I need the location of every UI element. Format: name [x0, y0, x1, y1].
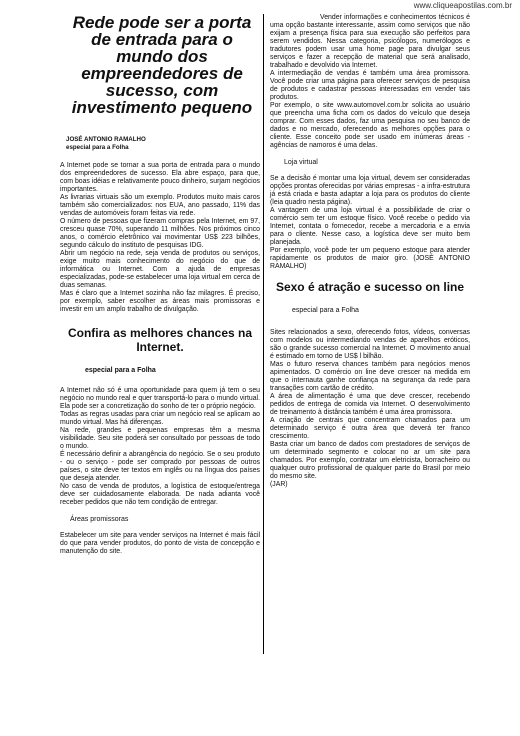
sub-byline: especial para a Folha [85, 367, 156, 374]
paragraph: Abrir um negócio na rede, seja venda de produtos ou serviços, exige muito mais conhecimento do negócio do que de informática ou Internet. Com a ajuda de empresas especializadas, pode-se estabelecer uma loja virtual em cerca de duas semanas. [60, 250, 260, 289]
byline-role: especial para a Folha [66, 144, 129, 151]
paragraph: A intermediação de vendas é também uma área promissora. Você pode criar uma página para oferecer serviços de pesquisa de produtos e cadastrar pessoas interessadas em vender tais produtos. [270, 70, 470, 101]
headline: Rede pode ser a porta de entrada para o mundo dos empreendedores de sucesso, com investimento pequeno [71, 13, 253, 117]
byline [66, 136, 260, 152]
paragraph: Por exemplo, o site www.automovel.com.br solicita ao usuário que preencha uma ficha com os dados do veículo que deseja comprar. Com esses dados, faz uma pesquisa no seu banco de dados e no mercado, oferecendo as melhores opções para o cliente. Esse conceito pode ser usado em inúmeras áreas - agências de namoros é uma delas. [270, 102, 470, 149]
paragraph: Na rede, grandes e pequenas empresas têm a mesma visibilidade. Seu site poderá ser consultado por pessoas de todo o mundo. [60, 427, 260, 450]
paragraph: Mas o futuro reserva chances também para negócios menos apimentados. O comércio on line deve crescer na medida em que o internauta ganhe confiança na segurança da rede para transações com cartão de crédito. [270, 361, 470, 392]
right-column [270, 14, 470, 489]
paragraph: Basta criar um banco de dados com prestadores de serviços de um determinado segmento e colocar no ar um site para chamados. Por exemplo, contratar um eletricista, borracheiro ou qualquer outro profissional de qualquer parte do Brasil por meio do mesmo site. [270, 441, 470, 480]
column-divider [263, 14, 264, 654]
paragraph: Mas é claro que a Internet sozinha não faz milagres. É preciso, por exemplo, saber escolher as áreas mais promissoras e investir em um amplo trabalho de divulgação. [60, 290, 260, 313]
paragraph: Sites relacionados a sexo, oferecendo fotos, vídeos, conversas com modelos ou intermediando vendas de aparelhos eróticos, são o grande sucesso comercial na Internet. O movimento anual é estimado em torno de US$ l bilhão. [270, 329, 470, 360]
site-url: www.cliqueapostilas.com.br [413, 1, 512, 10]
subhead: Sexo é atração e sucesso on line [275, 280, 465, 294]
sub-byline: especial para a Folha [292, 307, 359, 314]
left-column [60, 14, 260, 556]
paragraph: O número de pessoas que fizeram compras pela Internet, em 97, cresceu quase 70%, superando 11 milhões. Nos próximos cinco anos, o comércio eletrônico vai movimentar US$ 223 bilhões, segundo cálculo do instituto de pesquisas IDG. [60, 218, 260, 249]
paragraph: Todas as regras usadas para criar um negócio real se aplicam ao mundo virtual. Mas há diferenças. [60, 411, 260, 426]
paragraph: A Internet não só é uma oportunidade para quem já tem o seu negócio no mundo real e quer transportá-lo para o mundo virtual. Ela pode ser a concretização do sonho de ter o próprio negócio. [60, 387, 260, 410]
section-label: Áreas promissoras [70, 516, 129, 523]
paragraph: É necessário definir a abrangência do negócio. Se o seu produto - ou o serviço - pode ser comprado por pessoas de outros países, o site deve ter textos em inglês ou na língua dos países que deseja atender. [60, 451, 260, 482]
section-label: Loja virtual [284, 159, 318, 166]
paragraph: A área de alimentação é uma que deve crescer, recebendo pedidos de entrega de comida via Internet. O desenvolvimento de treinamento à distância também é uma área promissora. [270, 393, 470, 416]
paragraph: No caso de venda de produtos, a logística de estoque/entrega deve ser cuidadosamente elaborada. De nada adianta você receber pedidos que não tem condição de entregar. [60, 483, 260, 506]
paragraph: (JAR) [270, 481, 288, 488]
paragraph: As livrarias virtuais são um exemplo. Produtos muito mais caros também são comercializados: nos EUA, ano passado, 11% das vendas de automóveis foram feitas via rede. [60, 194, 260, 217]
paragraph: A Internet pode se tornar a sua porta de entrada para o mundo dos empreendedores de sucesso. Ela abre espaço, para que, com boas idéias e relativamente pouco dinheiro, surjam negócios importantes. [60, 162, 260, 193]
paragraph: A criação de centrais que concentram chamados para um determinado serviço é outra área que deverá ter franco crescimento. [270, 417, 470, 440]
paragraph: A vantagem de uma loja virtual é a possibilidade de criar o comércio sem ter um estoque físico. Você recebe o pedido via Internet, contata o fornecedor, recebe a mercadoria e a envia para o cliente. Nesse caso, a logística deve ser muito bem planejada. [270, 207, 470, 246]
paragraph: Se a decisão é montar uma loja virtual, devem ser consideradas opções prontas oferecidas por várias empresas - a infra-estrutura já está criada e basta adaptar a loja para os produtos do cliente (leia quadro nesta página). [270, 175, 470, 206]
byline-author: JOSÉ ANTONIO RAMALHO [66, 136, 146, 143]
paragraph: Por exemplo, você pode ter um pequeno estoque para atender rapidamente os produtos de maior giro. (JOSÉ ANTONIO RAMALHO) [270, 247, 470, 270]
subhead: Confira as melhores chances na Internet. [67, 326, 253, 354]
paragraph: Estabelecer um site para vender serviços na Internet é mais fácil do que para vender produtos, do ponto de vista de concepção e manutenção do site. [60, 532, 260, 555]
paragraph: Vender informações e conhecimentos técnicos é uma opção bastante interessante, assim como serviços que não exijam a presença física para sua execução são perfeitos para serem vendidos. Nessa categoria, psicólogos, numerólogos e tradutores podem usar uma home page para divulgar seus serviços e fazer a recepção de material que será analisado, trabalhado e devolvido via Internet. [270, 14, 470, 69]
